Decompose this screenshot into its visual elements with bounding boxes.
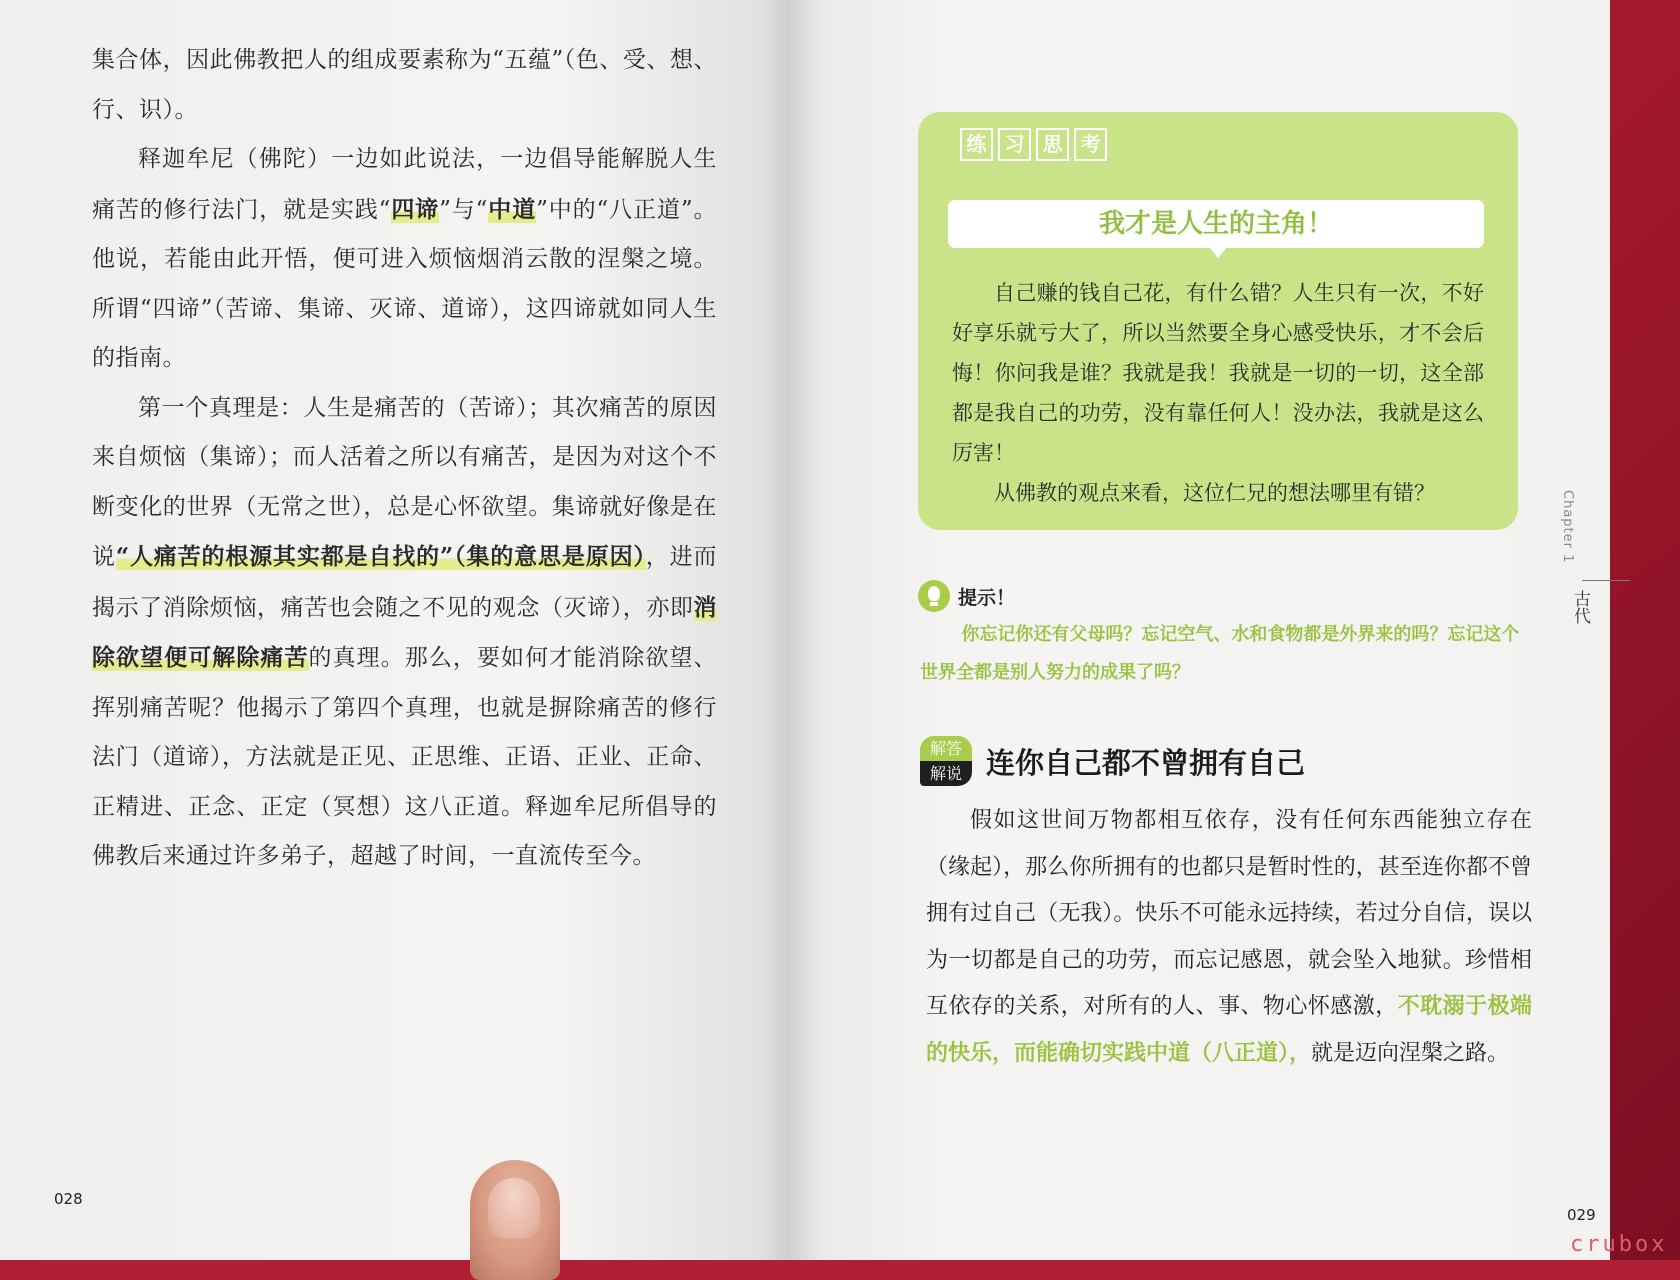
highlight-four-truths: 四谛 [390, 195, 440, 223]
paragraph-text: 就是迈向涅槃之路。 [1311, 1040, 1510, 1066]
tag-char: 思 [1036, 128, 1069, 161]
answer-body [926, 798, 1532, 1077]
answer-badge [920, 736, 972, 786]
exercise-banner: 我才是人生的主角！ [948, 200, 1484, 248]
hint-text [920, 616, 1532, 692]
chapter-divider [1582, 580, 1630, 581]
lightbulb-icon [918, 580, 950, 612]
tag-char: 习 [998, 128, 1031, 161]
left-paragraph-2 [92, 135, 717, 384]
chapter-title: 古代 [1570, 590, 1590, 624]
watermark: crubox [1570, 1232, 1668, 1257]
paragraph-text: ”中的“八正道”。他说，若能由此开悟，便可进入烦恼烟消云散的涅槃之境。所谓“四谛”（苦谛、集谛、灭谛、道谛），这四谛就如同人生的指南。 [92, 196, 717, 371]
left-paragraph-3 [92, 384, 717, 882]
left-paragraph-1 [92, 36, 717, 135]
paragraph-text: 第一个真理是：人生是痛苦的（苦谛）；其次痛苦的原因来自烦恼（集谛）；而人活着之所以有痛苦，是因为对这个不断变化的世界（无常之世），总是心怀欲望。集谛就好像是在说 [92, 394, 717, 570]
answer-header [920, 736, 1305, 786]
finger-image [470, 1160, 560, 1280]
page-number-left: 028 [54, 1190, 83, 1208]
highlight-root-of-suffering: “人痛苦的根源其实都是自找的”（集的意思是原因） [115, 543, 646, 570]
paragraph-text: ”与“ [439, 196, 488, 223]
exercise-box [918, 112, 1518, 530]
paragraph-text: 假如这世间万物都相互依存，没有任何东西能独立存在（缘起），那么你所拥有的也都只是暂时性的，甚至连你都不曾拥有过自己（无我）。快乐不可能永远持续，若过分自信，误以为一切都是自己的功劳，而忘记感恩，就会坠入地狱。珍惜相互依存的关系，对所有的人、事、物心怀感激， [926, 808, 1532, 1019]
highlight-eliminate-desire: 消除欲望便可解除痛苦 [92, 593, 717, 671]
left-page [0, 0, 790, 1260]
paragraph-text: 释迦牟尼（佛陀）一边如此说法，一边倡导能解脱人生痛苦的修行法门，就是实践“ [92, 146, 717, 223]
left-page-body [92, 36, 717, 882]
exercise-tag [960, 128, 1107, 161]
badge-top: 解答 [920, 736, 972, 761]
tag-char: 练 [960, 128, 993, 161]
badge-bottom: 解说 [920, 761, 972, 786]
answer-paragraph [926, 798, 1532, 1077]
chapter-label: Chapter 1 [1560, 490, 1575, 564]
tag-char: 考 [1074, 128, 1107, 161]
hint-label: 提示！ [958, 586, 1016, 609]
answer-highlight: 不耽溺于极端的快乐，而能确切实践中道（八正道）， [926, 994, 1532, 1066]
hint-paragraph: 你忘记你还有父母吗？忘记空气、水和食物都是外界来的吗？忘记这个世界全都是别人努力的成果了吗？ [920, 624, 1520, 683]
exercise-paragraph-2: 从佛教的观点来看，这位仁兄的想法哪里有错？ [994, 481, 1435, 505]
banner-tail [1208, 246, 1228, 258]
answer-title: 连你自己都不曾拥有自己 [986, 745, 1306, 780]
paragraph-text: 集合体，因此佛教把人的组成要素称为“五蕴”（色、受、想、行、识）。 [92, 47, 717, 123]
page-number-right: 029 [1567, 1206, 1596, 1224]
highlight-middle-way: 中道 [487, 195, 537, 223]
fingernail-shape [488, 1178, 540, 1238]
exercise-paragraph-1: 自己赚的钱自己花，有什么错？人生只有一次，不好好享乐就亏大了，所以当然要全身心感受快乐，才不会后悔！你问我是谁？我就是我！我就是一切的一切，这全部都是我自己的功劳，没有靠任何人！没办法，我就是这么厉害！ [952, 281, 1484, 465]
hint-header [918, 580, 1015, 612]
paragraph-text: ，进而揭示了消除烦恼，痛苦也会随之不见的观念（灭谛），亦即 [92, 544, 718, 621]
paragraph-text: 的真理。那么，要如何才能消除欲望、挥别痛苦呢？他揭示了第四个真理，也就是摒除痛苦的修行法门（道谛），方法就是正见、正思维、正语、正业、正命、正精进、正念、正定（冥想）这八正道。释迦牟尼所倡导的佛教后来通过许多弟子，超越了时间，一直流传至今。 [92, 645, 718, 869]
chapter-tab [1560, 490, 1630, 630]
exercise-text [952, 273, 1484, 513]
